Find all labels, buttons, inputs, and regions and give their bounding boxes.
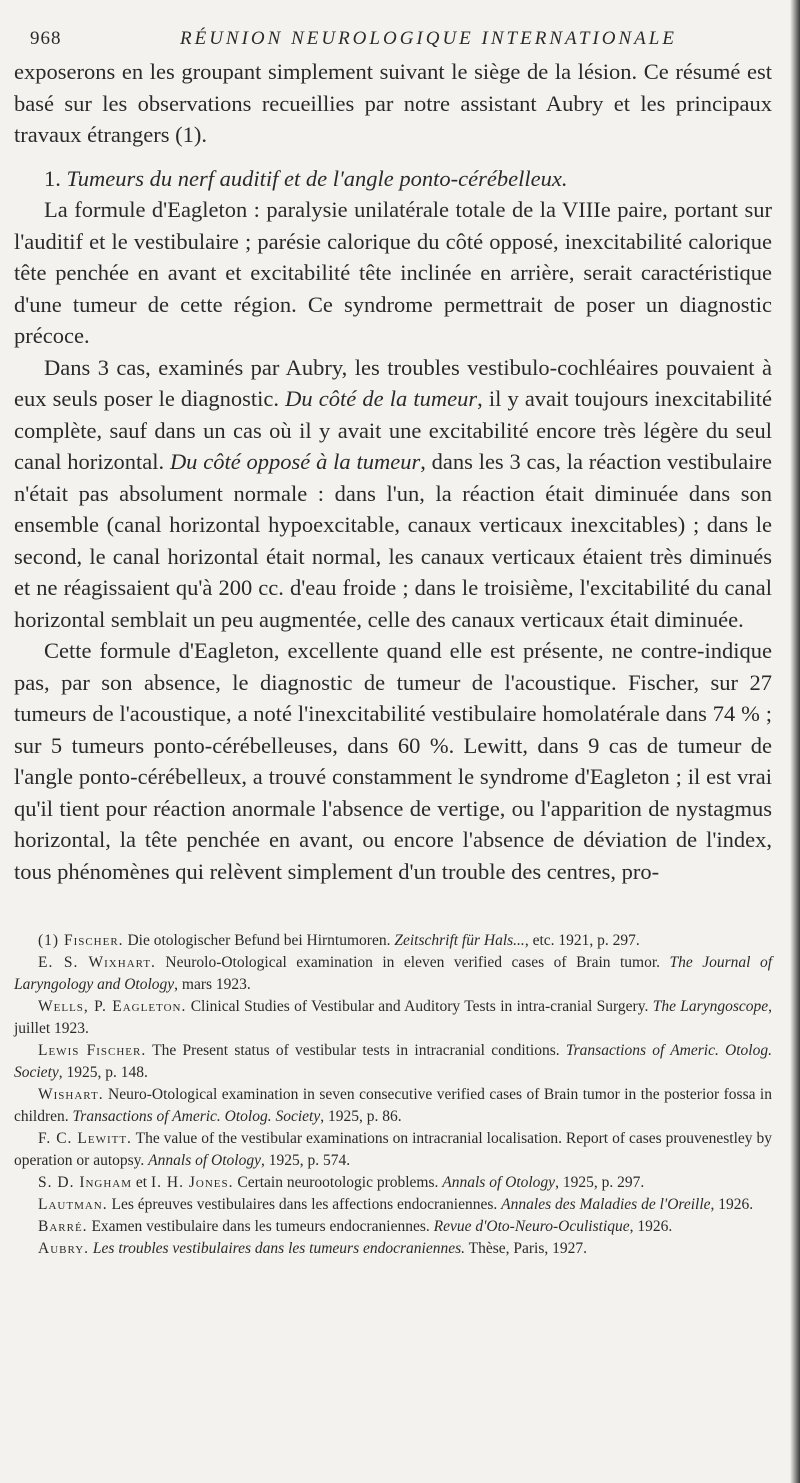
text: , il y avait toujours inexcitabilité complète, sauf dans un cas où il y avait une excitabilité encore très légère du seul canal horizontal. (14, 386, 772, 474)
footnote-text: , 1926. (629, 1218, 673, 1235)
paragraph (14, 352, 772, 636)
footnote-source: Transactions of Americ. Otolog. Society (14, 1042, 772, 1081)
footnote-text: Examen vestibulaire dans les tumeurs endocraniennes. (87, 1218, 434, 1235)
footnote (14, 930, 772, 952)
footnote-text: , 1925, p. 297. (555, 1174, 645, 1191)
footnote-source: Zeitschrift für Hals... (394, 932, 525, 949)
footnote-text: The value of the vestibular examinations on intracranial localisation. Report of cases prouvenestley by operation or autopsy. (14, 1130, 773, 1169)
footnote-text: , 1926. (710, 1196, 754, 1213)
page-edge-shadow (790, 0, 800, 1483)
footnote-author: F. C. Lewitt. (38, 1130, 132, 1147)
footnote-source: Les troubles vestibulaires dans les tumeurs endocraniennes. (92, 1240, 466, 1257)
footnote-author: Barré. (38, 1218, 88, 1235)
footnote-text: Thèse, Paris, 1927. (465, 1240, 587, 1257)
footnote-source: Annals of Otology (148, 1152, 261, 1169)
text: 1. (44, 165, 67, 191)
footnote-source: The Journal of Laryngology and Otology (14, 954, 772, 993)
footnote-source: Annales des Maladies de l'Oreille (501, 1196, 711, 1213)
footnote-text: et (132, 1174, 151, 1191)
footnote (14, 1172, 772, 1194)
footnote-author: I. H. Jones. (150, 1174, 234, 1191)
footnote-author: Lewis Fischer. (38, 1042, 147, 1059)
footnote (14, 1238, 772, 1260)
footnote-source: Annals of Otology (442, 1174, 556, 1191)
paragraph (14, 194, 772, 352)
footnote (14, 1040, 772, 1084)
footnote-text: , mars 1923. (174, 976, 251, 993)
footnote-author: Lautman. (38, 1196, 108, 1213)
footnote (14, 952, 772, 996)
footnotes (14, 930, 772, 1260)
footnote (14, 1084, 772, 1128)
footnote (14, 1128, 772, 1172)
footnote-author: E. S. Wixhart. (38, 954, 156, 971)
paragraph (14, 635, 772, 887)
section-heading (14, 163, 772, 195)
paragraph (14, 56, 772, 151)
page-number: 968 (30, 28, 62, 49)
footnote-text: , etc. 1921, p. 297. (524, 932, 640, 949)
text: La formule d'Eagleton : paralysie unilatérale totale de la VIIIe paire, portant sur l'auditif et le vestibulaire ; parésie calorique du côté opposé, inexcitabilité calorique tête penchée en avant et excitabilité tête inclinée en arrière, serait caractéristique d'une tumeur de cette région. Ce syndrome permettrait de poser un diagnostic précoce. (14, 197, 772, 348)
footnote-source: Transactions of Americ. Otolog. Society (72, 1108, 321, 1125)
footnote-author: (1) Fischer. (38, 932, 124, 949)
footnote-source: Revue d'Oto-Neuro-Oculistique (433, 1218, 630, 1235)
text: Cette formule d'Eagleton, excellente quand elle est présente, ne contre-indique pas, par son absence, le diagnostic de tumeur de l'acoustique. Fischer, sur 27 tumeurs de l'acoustique, a noté l'inexcitabilité vestibulaire homolatérale dans 74 % ; sur 5 tumeurs ponto-cérébelleuses, dans 60 %. Lewitt, dans 9 cas de tumeur de l'angle ponto-cérébelleux, a trouvé constamment le syndrome d'Eagleton ; il est vrai qu'il tient pour réaction anormale l'absence de vertige, ou l'apparition de nystagmus horizontal, la tête penchée en avant, ou encore l'absence de déviation de l'index, tous phénomènes qui relèvent simplement d'un trouble des centres, pro- (14, 638, 772, 884)
footnote-text: , 1925, p. 148. (58, 1064, 148, 1081)
footnote-author: Wishart. (38, 1086, 104, 1103)
footnote-text: Neuro-Otological examination in seven consecutive verified cases of Brain tumor in the posterior fossa in children. (14, 1086, 772, 1125)
footnote-source: The Laryngoscope (652, 998, 769, 1015)
italic-text: Du côté de la tumeur (285, 386, 478, 411)
footnote-text: Neurolo-Otological examination in eleven verified cases of Brain tumor. (155, 954, 670, 971)
footnote-text: , 1925, p. 574. (260, 1152, 351, 1169)
footnote-text: Die otologischer Befund bei Hirntumoren. (123, 932, 395, 949)
text: Dans 3 cas, examinés par Aubry, les troubles vestibulo-cochléaires pouvaient à eux seuls poser le diagnostic. (14, 354, 772, 411)
footnote-text: The Present status of vestibular tests in intracranial conditions. (146, 1042, 566, 1059)
footnote-text: Les épreuves vestibulaires dans les affections endocraniennes. (107, 1196, 502, 1213)
text: , dans les 3 cas, la réaction vestibulaire n'était pas absolument normale : dans l'un, la réaction était diminuée dans son ensemble (canal horizontal hypoexcitable, canaux verticaux inexcitables) ; dans le second, le canal horizontal était normal, les canaux verticaux étaient très diminués et ne réagissaient qu'à 200 cc. d'eau froide ; dans le troisième, l'excitabilité du canal horizontal semblait un peu augmentée, celle des canaux verticaux était diminuée. (14, 449, 772, 632)
main-text (14, 56, 772, 887)
footnote (14, 1194, 772, 1216)
text: exposerons en les groupant simplement suivant le siège de la lésion. Ce résumé est basé sur les observations recueillies par notre assistant Aubry et les principaux travaux étrangers (1). (14, 59, 772, 147)
footnote-author: Aubry. (38, 1240, 90, 1257)
italic-text: Tumeurs du nerf auditif et de l'angle ponto-cérébelleux. (66, 165, 568, 191)
footnote-text: , juillet 1923. (14, 998, 773, 1037)
italic-text: Du côté opposé à la tumeur (169, 449, 421, 474)
running-title: RÉUNION NEUROLOGIQUE INTERNATIONALE (180, 28, 677, 49)
footnote-text: Clinical Studies of Vestibular and Auditory Tests in intra-cranial Surgery. (186, 998, 653, 1015)
footnote-text: Certain neurootologic problems. (233, 1174, 443, 1191)
footnote-author: Wells, P. Eagleton. (38, 998, 187, 1015)
footnote-text: , 1925, p. 86. (320, 1108, 402, 1125)
footnote (14, 1216, 772, 1238)
footnote (14, 996, 772, 1040)
footnote-author: S. D. Ingham (38, 1174, 133, 1191)
